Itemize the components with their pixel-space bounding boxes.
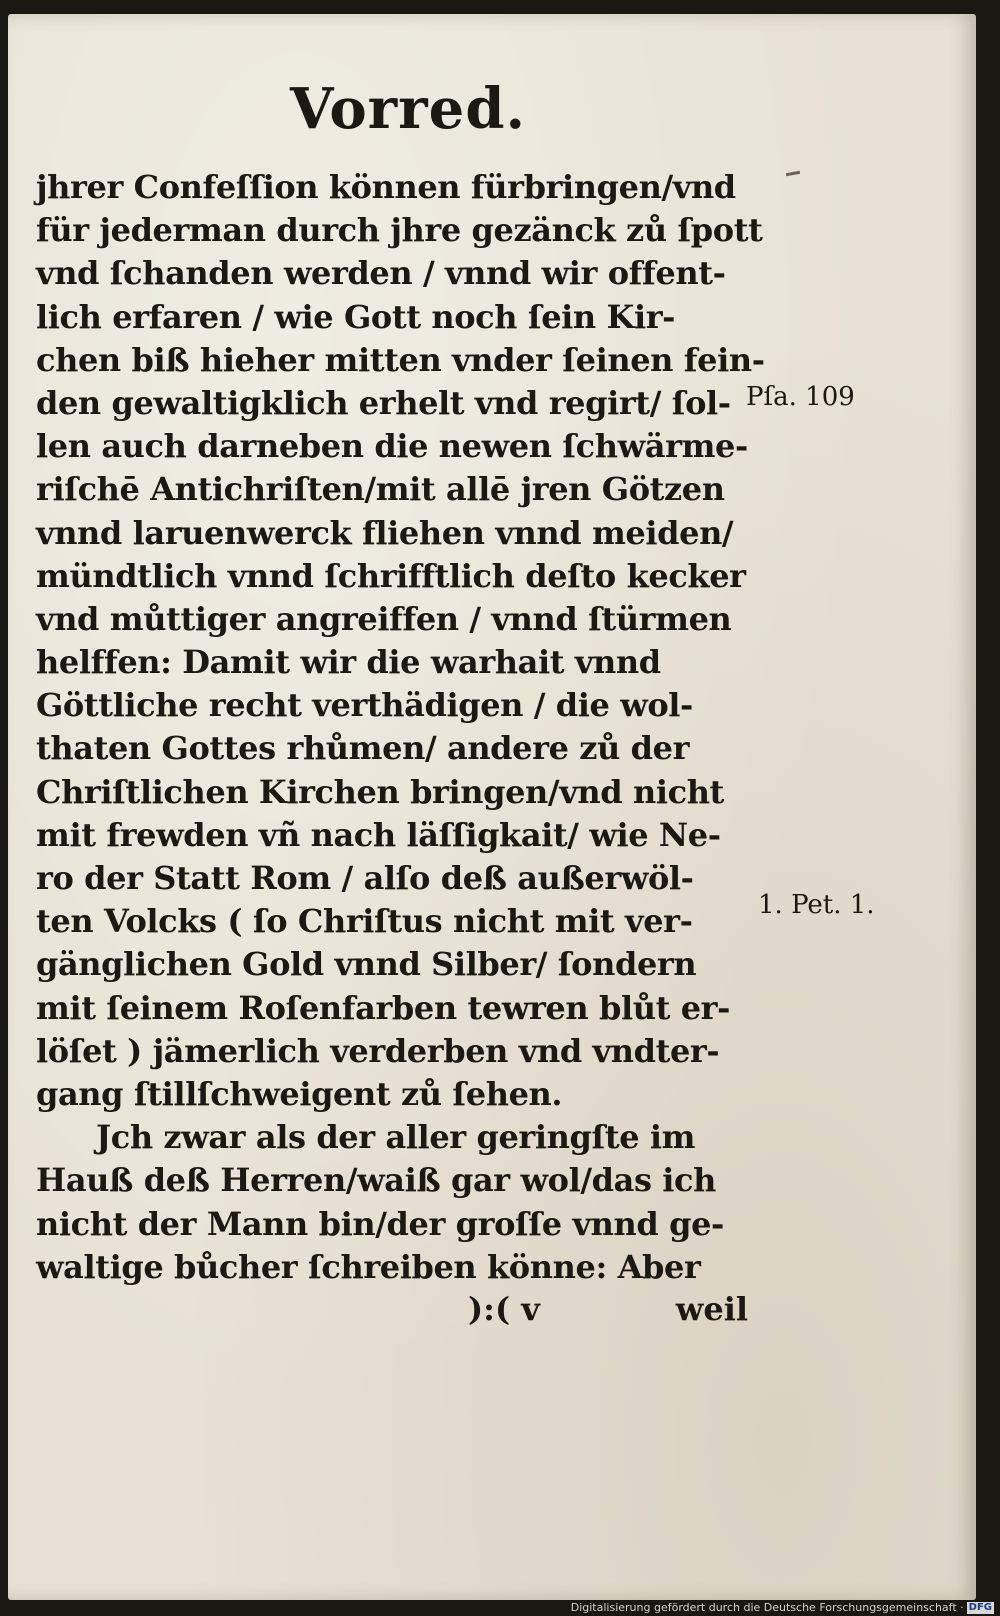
catchword: weil (675, 1290, 748, 1328)
text-line: vnd ſchanden werden / vnnd wir offent- (36, 254, 726, 293)
text-line: vnnd laruenwerck fliehen vnnd meiden/ (36, 513, 734, 552)
text-line: len auch darneben die newen ſchwärme- (36, 427, 748, 466)
text-line: Göttliche recht verthädigen / die wol- (36, 686, 693, 725)
page-foot-row (8, 1290, 768, 1340)
text-line: waltige bůcher ſchreiben könne: Aber (36, 1247, 701, 1286)
text-line: jhrer Confeſſion können fürbringen/vnd (36, 168, 736, 206)
text-line: lich erfaren / wie Gott noch ſein Kir- (36, 297, 676, 336)
text-line: gang ſtillſchweigent zů ſehen. (36, 1074, 563, 1113)
text-line: mündtlich vnnd ſchrifftlich deſto kecker (36, 556, 746, 595)
text-line: Chriſtlichen Kirchen bringen/vnd nicht (36, 772, 724, 811)
text-line-paragraph-start: Jch zwar als der aller geringſte im (96, 1118, 696, 1157)
text-line: für jederman durch jhre gezänck zů ſpott (36, 211, 763, 250)
margin-note-peter: 1. Pet. 1. (758, 890, 875, 920)
margin-dash-mark (786, 171, 800, 176)
page-heading: Vorred. (290, 76, 526, 142)
digitization-credit (571, 1600, 994, 1616)
text-line: ten Volcks ( ſo Chriſtus nicht mit ver- (36, 902, 693, 941)
text-line: ro der Statt Rom / alſo deß außerwöl- (36, 859, 694, 897)
margin-note-psalm: Pſa. 109 (746, 382, 855, 412)
signature-mark: ):( v (468, 1290, 540, 1328)
text-line: vnd můttiger angreiffen / vnnd ſtürmen (36, 599, 732, 638)
body-text (36, 166, 766, 1289)
text-line: Hauß deß Herren/waiß gar wol/das ich (36, 1161, 717, 1200)
text-line: thaten Gottes rhůmen/ andere zů der (36, 729, 690, 768)
text-line: löſet ) jämerlich verderben vnd vndter- (36, 1031, 720, 1070)
text-line: riſchē Antichriſten/mit allē jren Götzen (36, 470, 725, 509)
text-line: den gewaltigklich erhelt vnd regirt/ ſol- (36, 383, 731, 422)
dfg-logo: DFG (968, 1602, 992, 1613)
text-line: helffen: Damit wir die warhait vnnd (36, 643, 661, 682)
text-line: gänglichen Gold vnnd Silber/ ſondern (36, 945, 697, 984)
text-line: chen biß hieher mitten vnder ſeinen fein- (36, 340, 765, 379)
text-line: mit frewden vñ nach läſſigkait/ wie Ne- (36, 815, 721, 854)
text-line: mit ſeinem Roſenfarben tewren blůt er- (36, 988, 731, 1027)
text-line: nicht der Mann bin/der groſſe vnnd ge- (36, 1204, 724, 1243)
book-page (8, 14, 976, 1600)
credit-text: Digitalisierung gefördert durch die Deutsche Forschungsgemeinschaft · (570, 1601, 964, 1614)
